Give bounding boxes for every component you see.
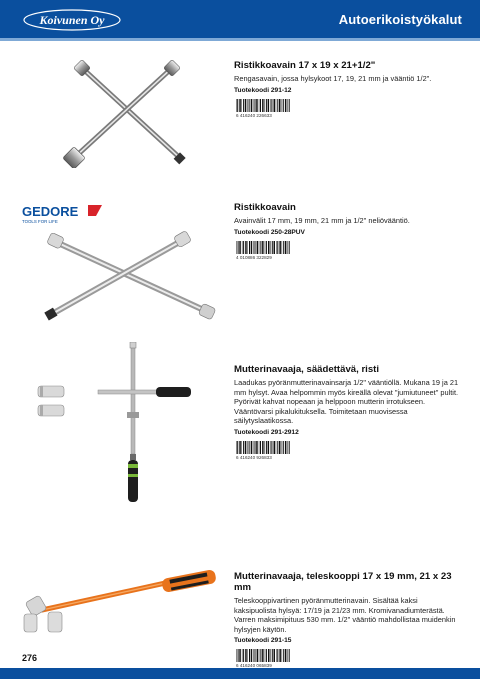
product-code: Tuotekoodi 291-12 bbox=[234, 86, 292, 94]
product-description: Rengasavain, jossa hylsykoot 17, 19, 21 mm ja vääntiö 1/2". bbox=[234, 74, 432, 83]
product-code: Tuotekoodi 291-2912 bbox=[234, 428, 299, 436]
page-number: 276 bbox=[22, 653, 38, 663]
svg-text:TOOLS FOR LIFE: TOOLS FOR LIFE bbox=[22, 219, 58, 224]
gedore-logo bbox=[22, 203, 106, 225]
barcode bbox=[234, 648, 294, 668]
product-title: Ristikkoavain bbox=[234, 202, 296, 213]
telescopic-wrench-image bbox=[20, 568, 220, 640]
product-description: Teleskooppivartinen pyöränmutterinavain. Sisältää kaksi kaksipuolista hylsyä: 17/19 ja 21/23 mm. Kromivanadiumterästä. Varren maksimipituus 530 mm. 1/2" vääntiö mahdollistaa muidenkin hylsyjen käytön. bbox=[234, 596, 456, 634]
barcode-number: 6 416240 926833 bbox=[236, 454, 272, 460]
page-header bbox=[0, 0, 480, 38]
cross-wrench-image bbox=[60, 58, 200, 168]
product-mutterinavaaja-risti bbox=[234, 364, 460, 460]
gedore-cross-wrench-image bbox=[38, 230, 218, 325]
product-code: Tuotekoodi 250-28PUV bbox=[234, 228, 305, 236]
product-code: Tuotekoodi 291-15 bbox=[234, 637, 292, 645]
product-title: Mutterinavaaja, teleskooppi 17 x 19 mm, 21 x 23 mm bbox=[234, 571, 452, 593]
product-title: Mutterinavaaja, säädettävä, risti bbox=[234, 364, 380, 375]
svg-text:Koivunen Oy: Koivunen Oy bbox=[39, 13, 105, 27]
product-ristikkoavain-gedore bbox=[234, 202, 460, 260]
product-description: Laadukas pyöränmutterinavainsarja 1/2" vääntiöllä. Mukana 19 ja 21 mm hylsyt. Avaa helpommin myös kireällä olevat "jumiutuneet" pultit. Pyörivät kahvat nopeaan ja helppoon mutterin irrotukseen. Vääntövarsi pikalukituksella. Toimitetaan muovisessa säilytyslaatikossa. bbox=[234, 378, 459, 426]
header-divider bbox=[0, 38, 480, 41]
barcode bbox=[234, 240, 294, 260]
product-ristikkoavain-chrome bbox=[234, 60, 460, 118]
barcode-number: 6 416240 226633 bbox=[236, 112, 272, 118]
barcode bbox=[234, 440, 294, 460]
product-mutterinavaaja-teleskooppi bbox=[234, 571, 460, 668]
page-footer-bar bbox=[0, 668, 480, 679]
product-description: Avainvälit 17 mm, 19 mm, 21 mm ja 1/2" neliövääntiö. bbox=[234, 216, 410, 225]
product-title: Ristikkoavain 17 x 19 x 21+1/2" bbox=[234, 60, 376, 71]
koivunen-logo bbox=[22, 8, 122, 32]
adjustable-nut-wrench-image bbox=[36, 342, 196, 507]
svg-text:GEDORE: GEDORE bbox=[22, 204, 79, 219]
barcode-number: 4 010886 322829 bbox=[236, 254, 272, 260]
barcode-number: 6 416240 065839 bbox=[236, 663, 272, 669]
barcode bbox=[234, 98, 294, 118]
section-title: Autoerikoistyökalut bbox=[338, 12, 462, 27]
